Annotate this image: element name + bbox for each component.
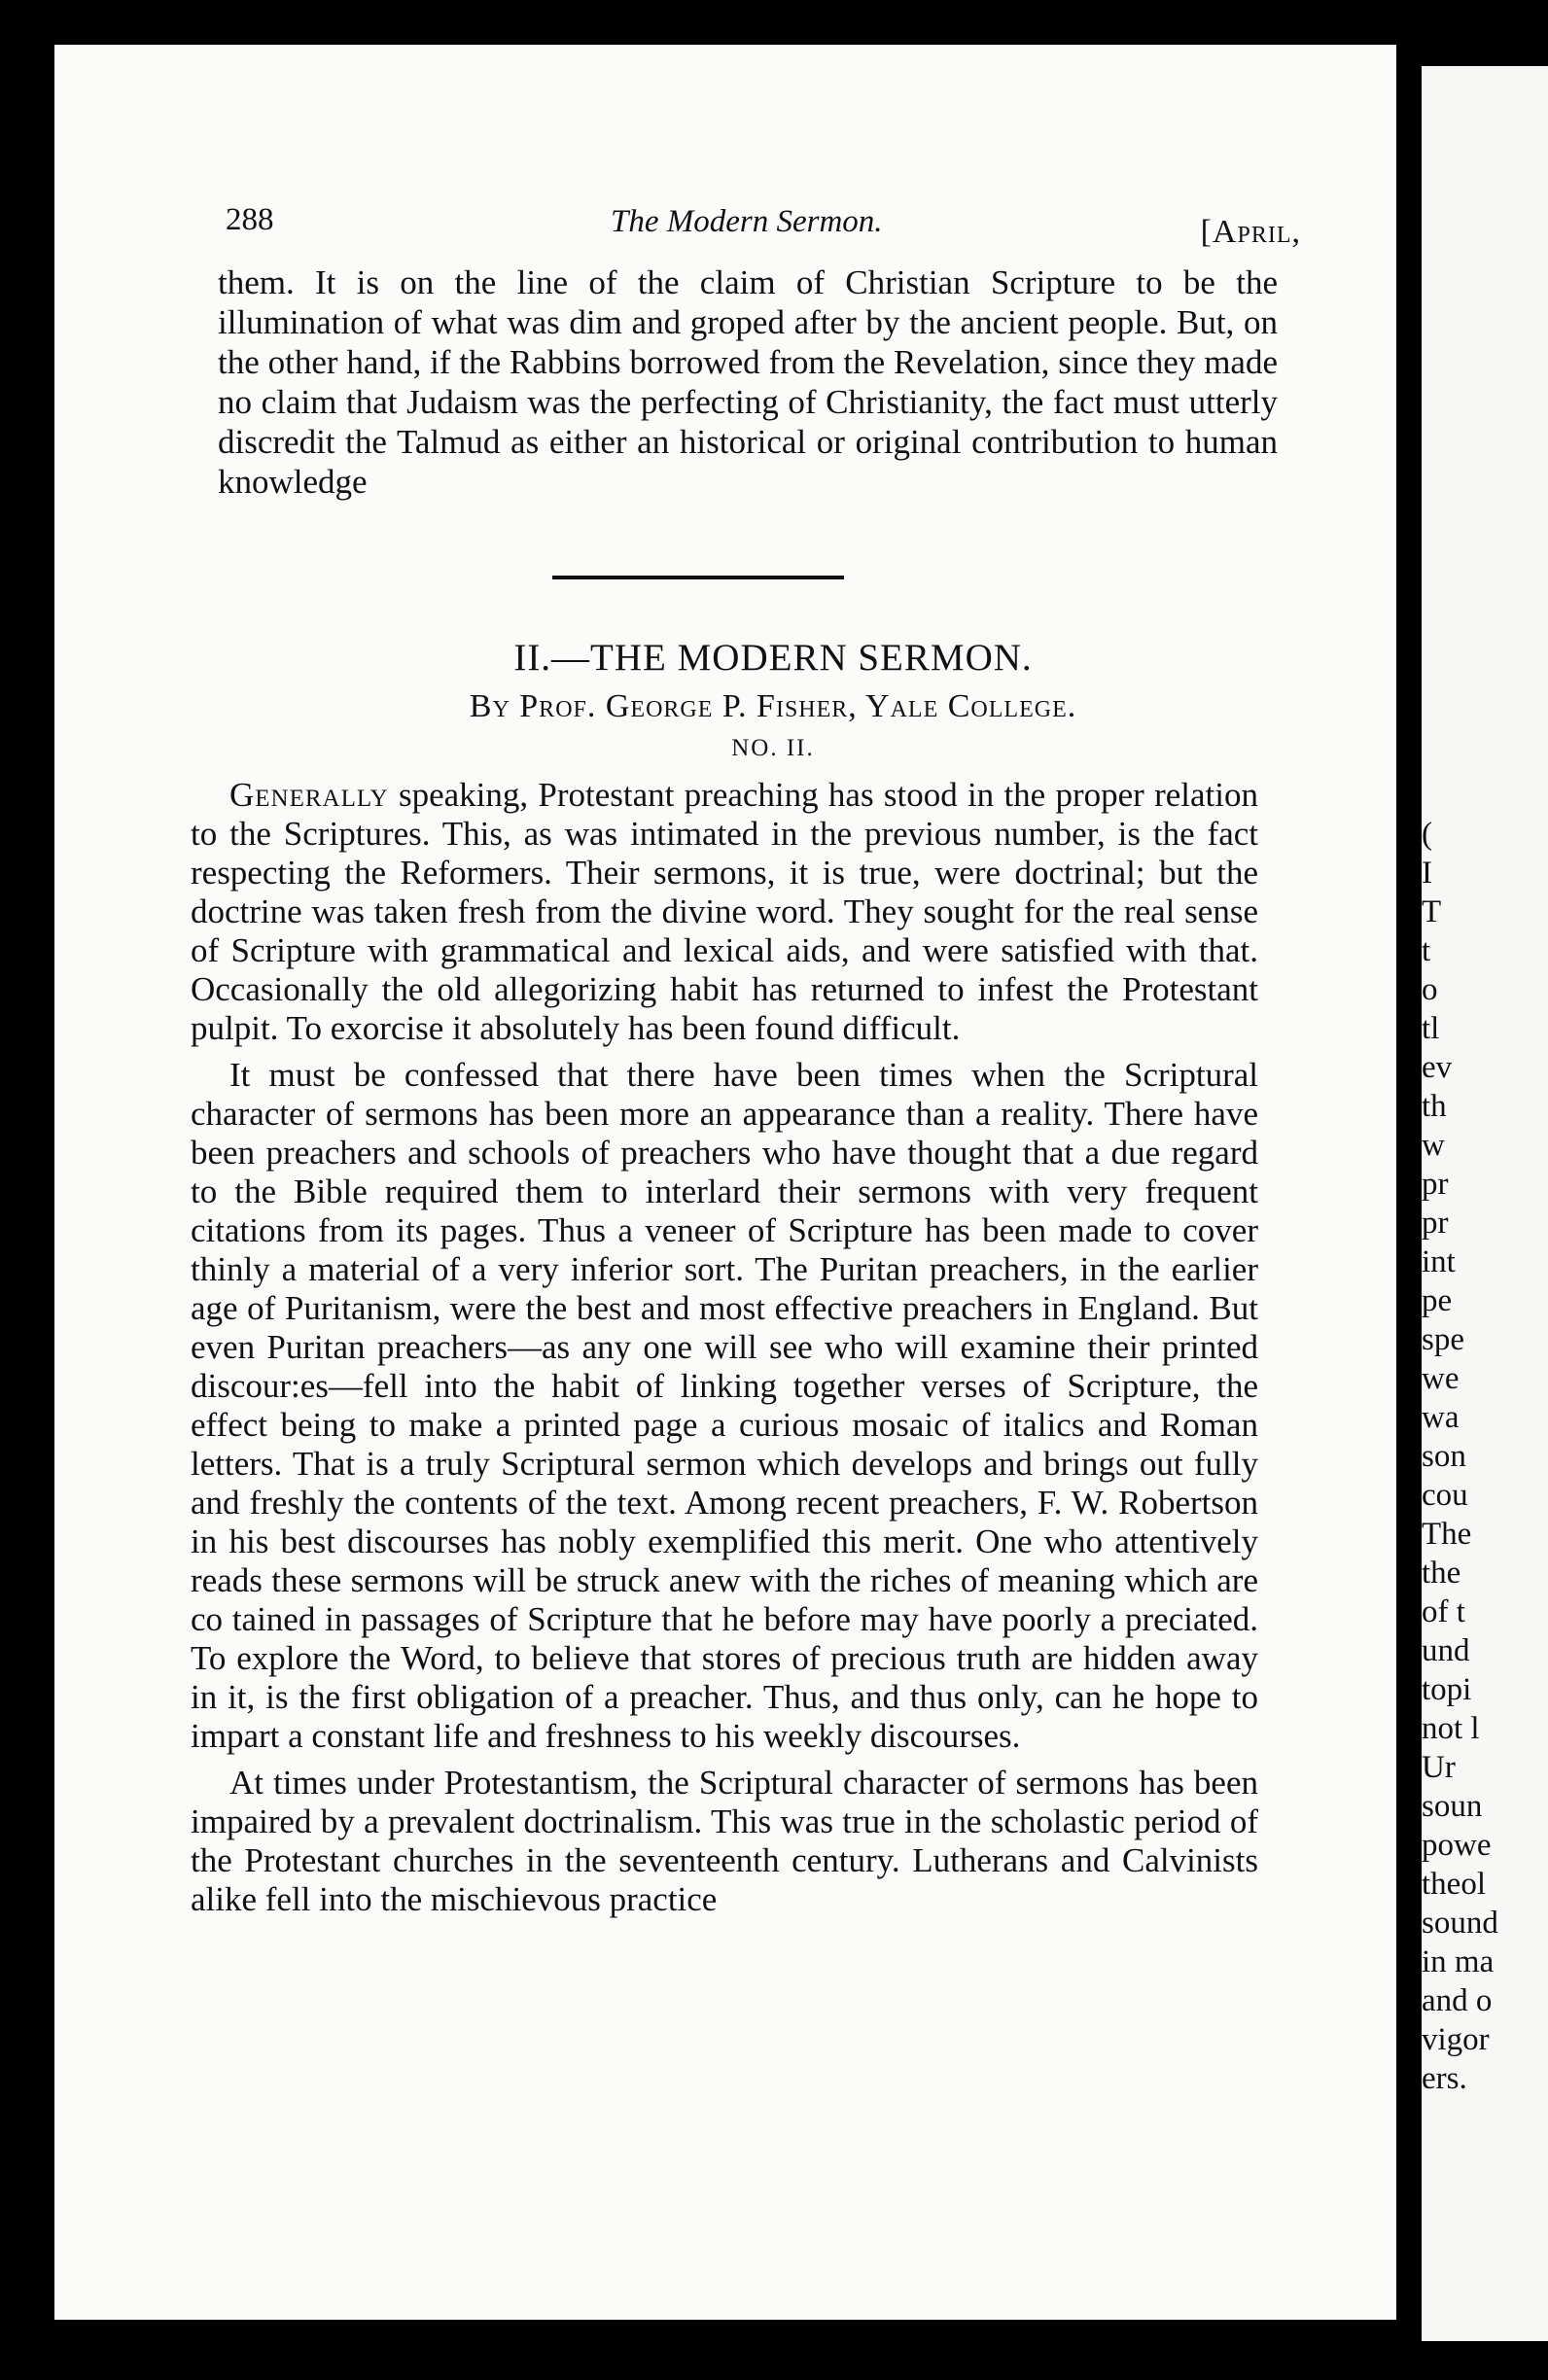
facing-page-fragment: T [1422,894,1442,929]
facing-page-fragment: son [1422,1439,1466,1474]
facing-page-fragment: powe [1422,1828,1492,1863]
facing-page-fragment: we [1422,1361,1460,1396]
article-number: NO. II. [731,735,815,761]
facing-page-fragment: und [1422,1633,1470,1668]
facing-page-fragment: pe [1422,1283,1453,1318]
article-title: II.—THE MODERN SERMON. [513,637,1033,679]
facing-page-fragment: t [1422,933,1431,968]
facing-page-fragment: th [1422,1089,1447,1124]
paragraph-1 [191,776,1258,1048]
facing-page-fragment: the [1422,1556,1461,1591]
facing-page-fragment: ev [1422,1050,1453,1085]
page-number: 288 [226,202,274,237]
facing-page-fragment: vigor [1422,2022,1490,2057]
facing-page-fragment: sound [1422,1906,1498,1941]
continued-paragraph: them. It is on the line of the claim of Christian Scripture to be the illumination of what was dim and groped after by the ancient people. But, on the other hand, if the Rabbins borrowed from the Revelation, since they made no claim that Judaism was the perfecting of Christianity, the fact must utterly discredit the Talmud as either an historical or original contribution to human knowledge [218,263,1278,501]
facing-page-fragment: wa [1422,1400,1460,1435]
facing-page-fragment: and o [1422,1983,1493,2018]
facing-page-fragment: w [1422,1128,1445,1163]
running-date: [April, [1200,214,1301,250]
facing-page-text [1422,815,1548,2098]
facing-page-fragment: of t [1422,1594,1465,1629]
facing-page-edge [1422,66,1548,2341]
facing-page-fragment: pr [1422,1167,1449,1202]
paragraph-1-text: speaking, Protestant preaching has stood in the proper relation to the Scriptures. This, as was intimated in the previous number, is the fact respecting the Reformers. Their sermons, it is true, were doctrinal; but the doctrine was taken fresh from the divine word. They sought for the real sense of Scripture with grammatical and lexical aids, and were satisfied with that. Occasionally the old allegorizing habit has returned to infest the Protestant pulpit. To exorcise it absolutely has been found difficult. [191,776,1258,1047]
article-byline: By Prof. George P. Fisher, Yale College. [469,688,1077,724]
article-body [191,776,1258,1927]
facing-page-fragment: ( [1422,817,1432,852]
facing-page-fragment: I [1422,856,1432,891]
facing-page-fragment: The [1422,1517,1472,1552]
facing-page-fragment: o [1422,972,1438,1007]
facing-page-fragment: topi [1422,1672,1472,1707]
running-title: The Modern Sermon. [611,204,883,239]
facing-page-fragment: int [1422,1244,1456,1279]
section-divider-rule [552,576,844,579]
paragraph-2: It must be confessed that there have been times when the Scriptural character of sermons has been more an appearance than a reality. There have been preachers and schools of preachers who have thought that a due regard to the Bible required them to interlard their sermons with very frequent citations from its pages. Thus a veneer of Scripture has been made to cover thinly a material of a very inferior sort. The Puritan preachers, in the earlier age of Puritanism, were the best and most effective preachers in England. But even Puritan preachers—as any one will see who will examine their printed discour:es—fell into the habit of linking together verses of Scripture, the effect being to make a printed page a curious mosaic of italics and Roman letters. That is a truly Scriptural sermon which develops and brings out fully and freshly the contents of the text. Among recent preachers, F. W. Robertson in his best discourses has nobly exemplified this merit. One who attentively reads these sermons will be struck anew with the riches of meaning which are co tained in passages of Scripture that he before may have poorly a preciated. To explore the Word, to believe that stores of precious truth are hidden away in it, is the first obligation of a preacher. Thus, and thus only, can he hope to impart a constant life and freshness to his weekly discourses. [191,1056,1258,1755]
facing-page-fragment: in ma [1422,1944,1495,1979]
facing-page-fragment: spe [1422,1322,1464,1357]
facing-page-fragment: theol [1422,1867,1486,1902]
facing-page-fragment: cou [1422,1478,1468,1513]
running-head [173,194,1301,253]
facing-page-fragment: not l [1422,1711,1480,1746]
paragraph-3: At times under Protestantism, the Scriptural character of sermons has been impaired by a prevalent doctrinalism. This was true in the scholastic period of the Protestant churches in the seventeenth century. Lutherans and Calvinists alike fell into the mischievous practice [191,1764,1258,1918]
facing-page-fragment: soun [1422,1789,1483,1824]
facing-page-fragment: Ur [1422,1750,1456,1785]
facing-page-fragment: ers. [1422,2061,1467,2096]
facing-page-fragment: pr [1422,1206,1449,1241]
facing-page-fragment: tl [1422,1011,1440,1046]
lead-in-word: Generally [229,776,389,814]
